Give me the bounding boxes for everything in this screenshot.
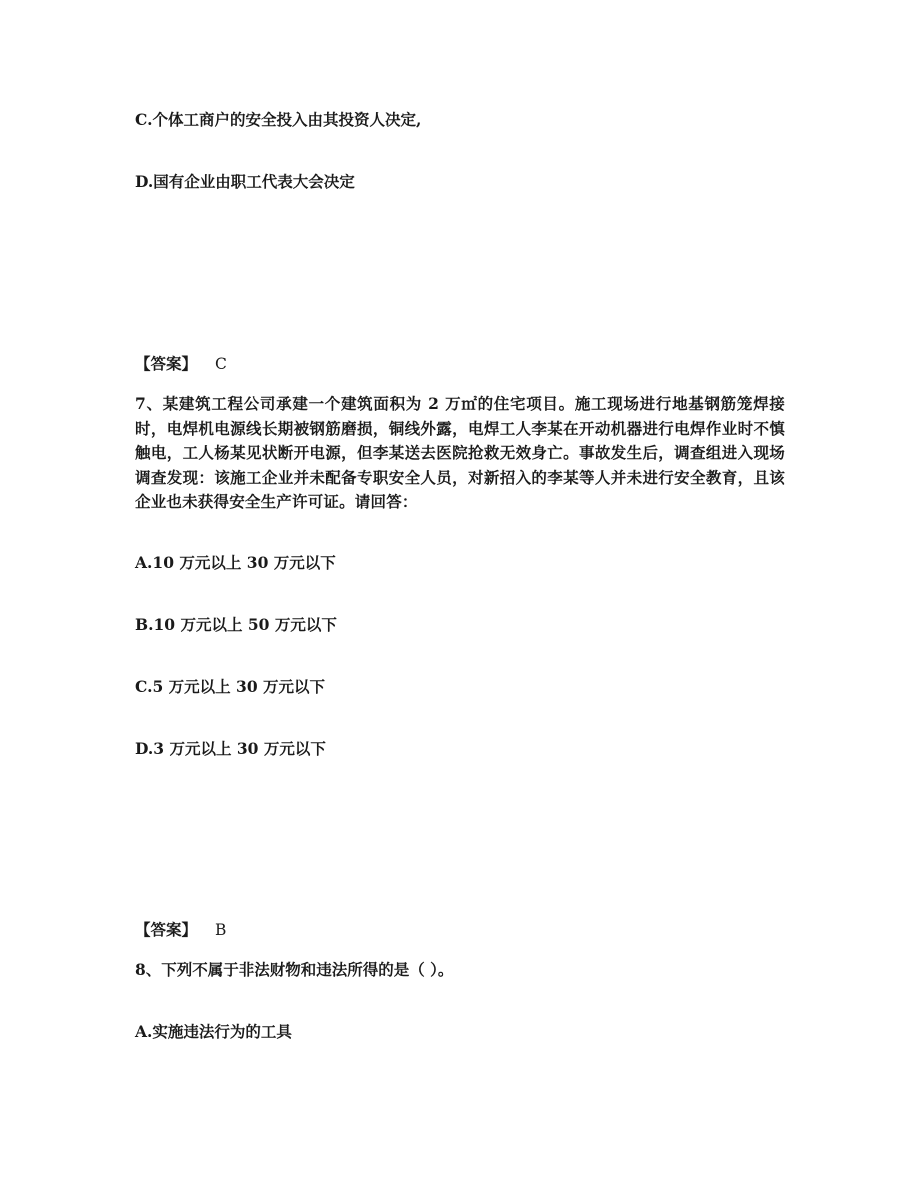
q6-answer	[135, 352, 227, 376]
answer-value: C	[215, 355, 227, 373]
q7-option-c: C.5 万元以上 30 万元以下	[135, 677, 326, 696]
q7-option-d: D.3 万元以上 30 万元以下	[135, 739, 326, 758]
q8-question: 8、下列不属于非法财物和违法所得的是（ ）。	[135, 960, 454, 979]
answer-label: 【答案】	[135, 920, 198, 939]
q6-option-c: C.个体工商户的安全投入由其投资人决定,	[135, 110, 422, 129]
answer-label: 【答案】	[135, 354, 198, 373]
q8-option-a: A.实施违法行为的工具	[135, 1022, 292, 1041]
answer-value: B	[215, 921, 227, 939]
q7-question: 7、某建筑工程公司承建一个建筑面积为 2 万㎡的住宅项目。施工现场进行地基钢筋笼焊接时，电焊机电源线长期被钢筋磨损，铜线外露，电焊工人李某在开动机器进行电焊作业时不慎触电，工人杨某见状断开电源，但李某送去医院抢救无效身亡。事故发生后，调查组进入现场调查发现：该施工企业并未配备专职安全人员，对新招入的李某等人并未进行安全教育，且该企业也未获得安全生产许可证。请回答：	[135, 394, 785, 511]
q7-answer	[135, 918, 226, 942]
q6-option-d: D.国有企业由职工代表大会决定	[135, 172, 355, 191]
q7-option-a: A.10 万元以上 30 万元以下	[135, 553, 336, 572]
q7-option-b: B.10 万元以上 50 万元以下	[135, 615, 337, 634]
